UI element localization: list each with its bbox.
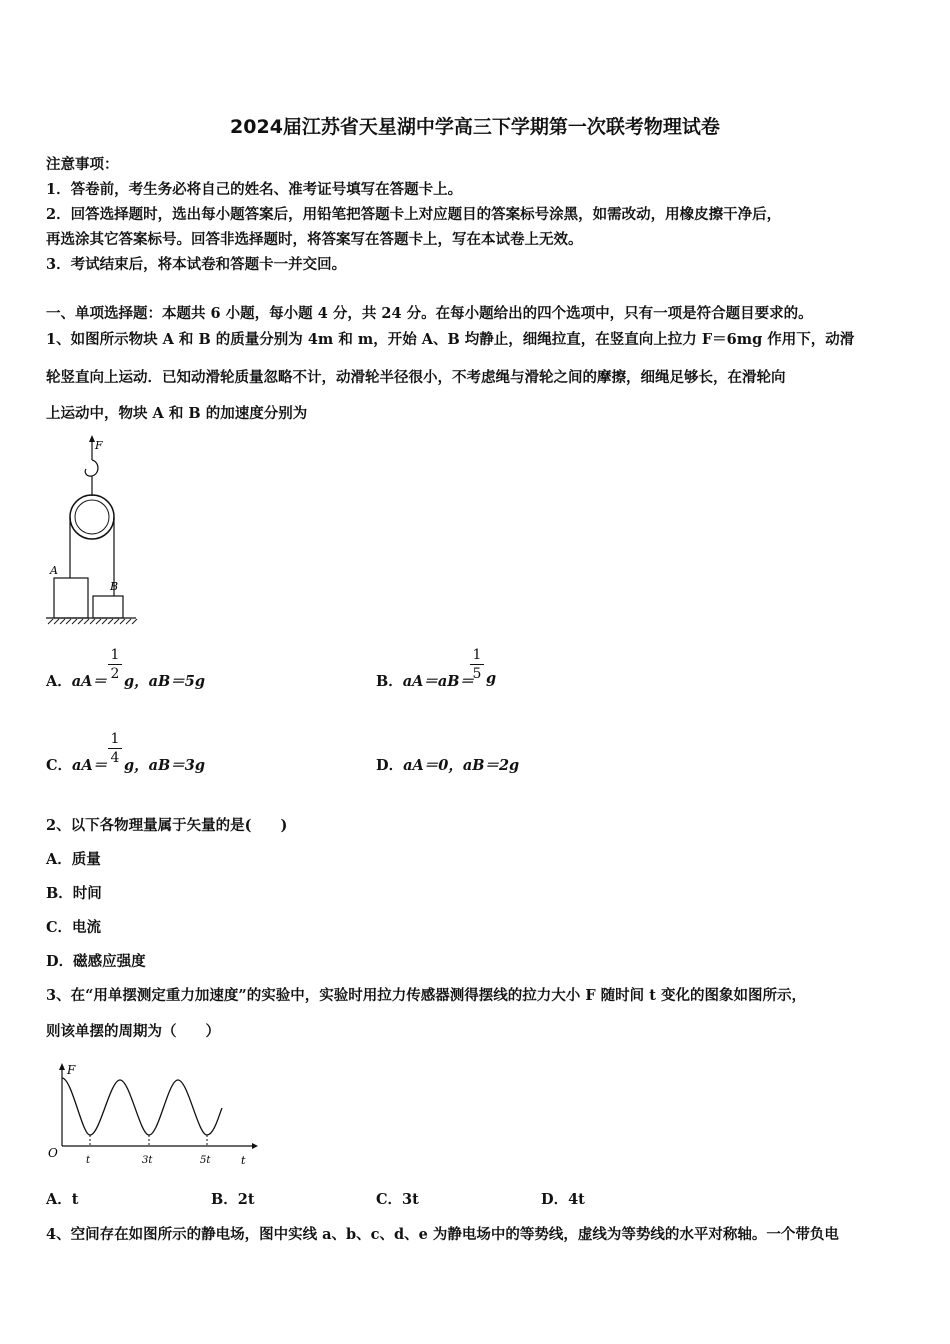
- numerator: 1: [472, 647, 482, 663]
- notice-heading: 注意事项：: [46, 156, 119, 173]
- option-c[interactable]: C．电流: [46, 919, 102, 936]
- pulley-wheel: [70, 495, 114, 539]
- notice-item: 2．回答选择题时，选出每小题答案后，用铅笔把答题卡上对应题目的答案标号涂黑，如需改动，用橡皮擦干净后，: [46, 206, 782, 223]
- option-c-post: g，aB＝3g: [124, 757, 206, 774]
- option-a-post: g，aB＝5g: [124, 673, 206, 690]
- denominator: 4: [110, 750, 120, 766]
- notice-item: 再选涂其它答案标号。回答非选择题时，将答案写在答题卡上，写在本试卷上无效。: [46, 231, 583, 248]
- option-a-fraction: [108, 647, 122, 682]
- block-b: [93, 596, 123, 618]
- block-a-label: A: [50, 564, 58, 577]
- block-b-label: B: [110, 580, 119, 593]
- force-label: F: [95, 439, 103, 452]
- option-a[interactable]: A．t: [46, 1191, 79, 1208]
- option-a[interactable]: A．质量: [46, 851, 101, 868]
- notice-item: 3．考试结束后，将本试卷和答题卡一并交回。: [46, 256, 347, 273]
- question-3-text: 3、在“用单摆测定重力加速度”的实验中，实验时用拉力传感器测得摆线的拉力大小 F 随时间 t 变化的图象如图所示，: [46, 987, 806, 1004]
- x-axis-label: t: [241, 1154, 246, 1167]
- notice-item: 1．答卷前，考生务必将自己的姓名、准考证号填写在答题卡上。: [46, 181, 463, 198]
- option-b[interactable]: B．aA＝aB＝: [376, 673, 475, 690]
- option-b-fraction: [470, 647, 484, 682]
- block-a: [54, 578, 88, 618]
- numerator: 1: [110, 731, 120, 747]
- question-3-text: 则该单摆的周期为（ ）: [46, 1023, 220, 1040]
- option-b[interactable]: B．时间: [46, 885, 102, 902]
- option-d[interactable]: D．4t: [541, 1191, 585, 1208]
- option-c-fraction: [108, 731, 122, 766]
- tick-label: 5t: [200, 1155, 211, 1166]
- question-1-text: 上运动中，物块 A 和 B 的加速度分别为: [46, 405, 308, 422]
- pulley-hook: [85, 460, 98, 476]
- denominator: 2: [110, 666, 120, 682]
- pulley-figure: [40, 432, 150, 632]
- option-c-pre: aA＝: [72, 757, 108, 774]
- option-d-text: aA＝0，aB＝2g: [403, 757, 520, 774]
- y-axis-arrow: [59, 1063, 65, 1070]
- option-a[interactable]: A．aA＝: [46, 673, 107, 690]
- option-c[interactable]: C．3t: [376, 1191, 419, 1208]
- tick-label: t: [86, 1155, 91, 1166]
- option-b[interactable]: B．2t: [211, 1191, 255, 1208]
- question-2-text: 2、以下各物理量属于矢量的是( ): [46, 817, 288, 834]
- y-axis-label: F: [67, 1063, 76, 1077]
- option-b-post: g: [486, 670, 497, 687]
- question-1-text: 轮竖直向上运动．已知动滑轮质量忽略不计，动滑轮半径很小，不考虑绳与滑轮之间的摩擦，细绳足够长，在滑轮向: [46, 369, 786, 386]
- option-c[interactable]: C．aA＝: [46, 757, 108, 774]
- origin-label: O: [48, 1146, 58, 1160]
- numerator: 1: [110, 647, 120, 663]
- page-title: 2024届江苏省天星湖中学高三下学期第一次联考物理试卷: [230, 116, 720, 138]
- option-d[interactable]: D．磁感应强度: [46, 953, 146, 970]
- section-heading: 一、单项选择题：本题共 6 小题，每小题 4 分，共 24 分。在每小题给出的四个选项中，只有一项是符合题目要求的。: [46, 305, 813, 322]
- question-1-text: 1、如图所示物块 A 和 B 的质量分别为 4m 和 m，开始 A、B 均静止，细绳拉直，在竖直向上拉力 F＝6mg 作用下，动滑: [46, 331, 855, 348]
- x-axis-arrow: [252, 1143, 258, 1149]
- denominator: 5: [472, 666, 482, 682]
- force-time-graph: [44, 1060, 259, 1170]
- pulley-inner: [75, 500, 109, 534]
- tick-label: 3t: [142, 1155, 153, 1166]
- ground-hatching: [48, 619, 137, 624]
- force-curve: [62, 1078, 222, 1135]
- option-d[interactable]: D．aA＝0，aB＝2g: [376, 757, 520, 774]
- option-b-pre: aA＝aB＝: [402, 673, 475, 690]
- option-a-pre: aA＝: [71, 673, 107, 690]
- question-4-text: 4、空间存在如图所示的静电场，图中实线 a、b、c、d、e 为静电场中的等势线，虚线为等势线的水平对称轴。一个带负电: [46, 1226, 839, 1243]
